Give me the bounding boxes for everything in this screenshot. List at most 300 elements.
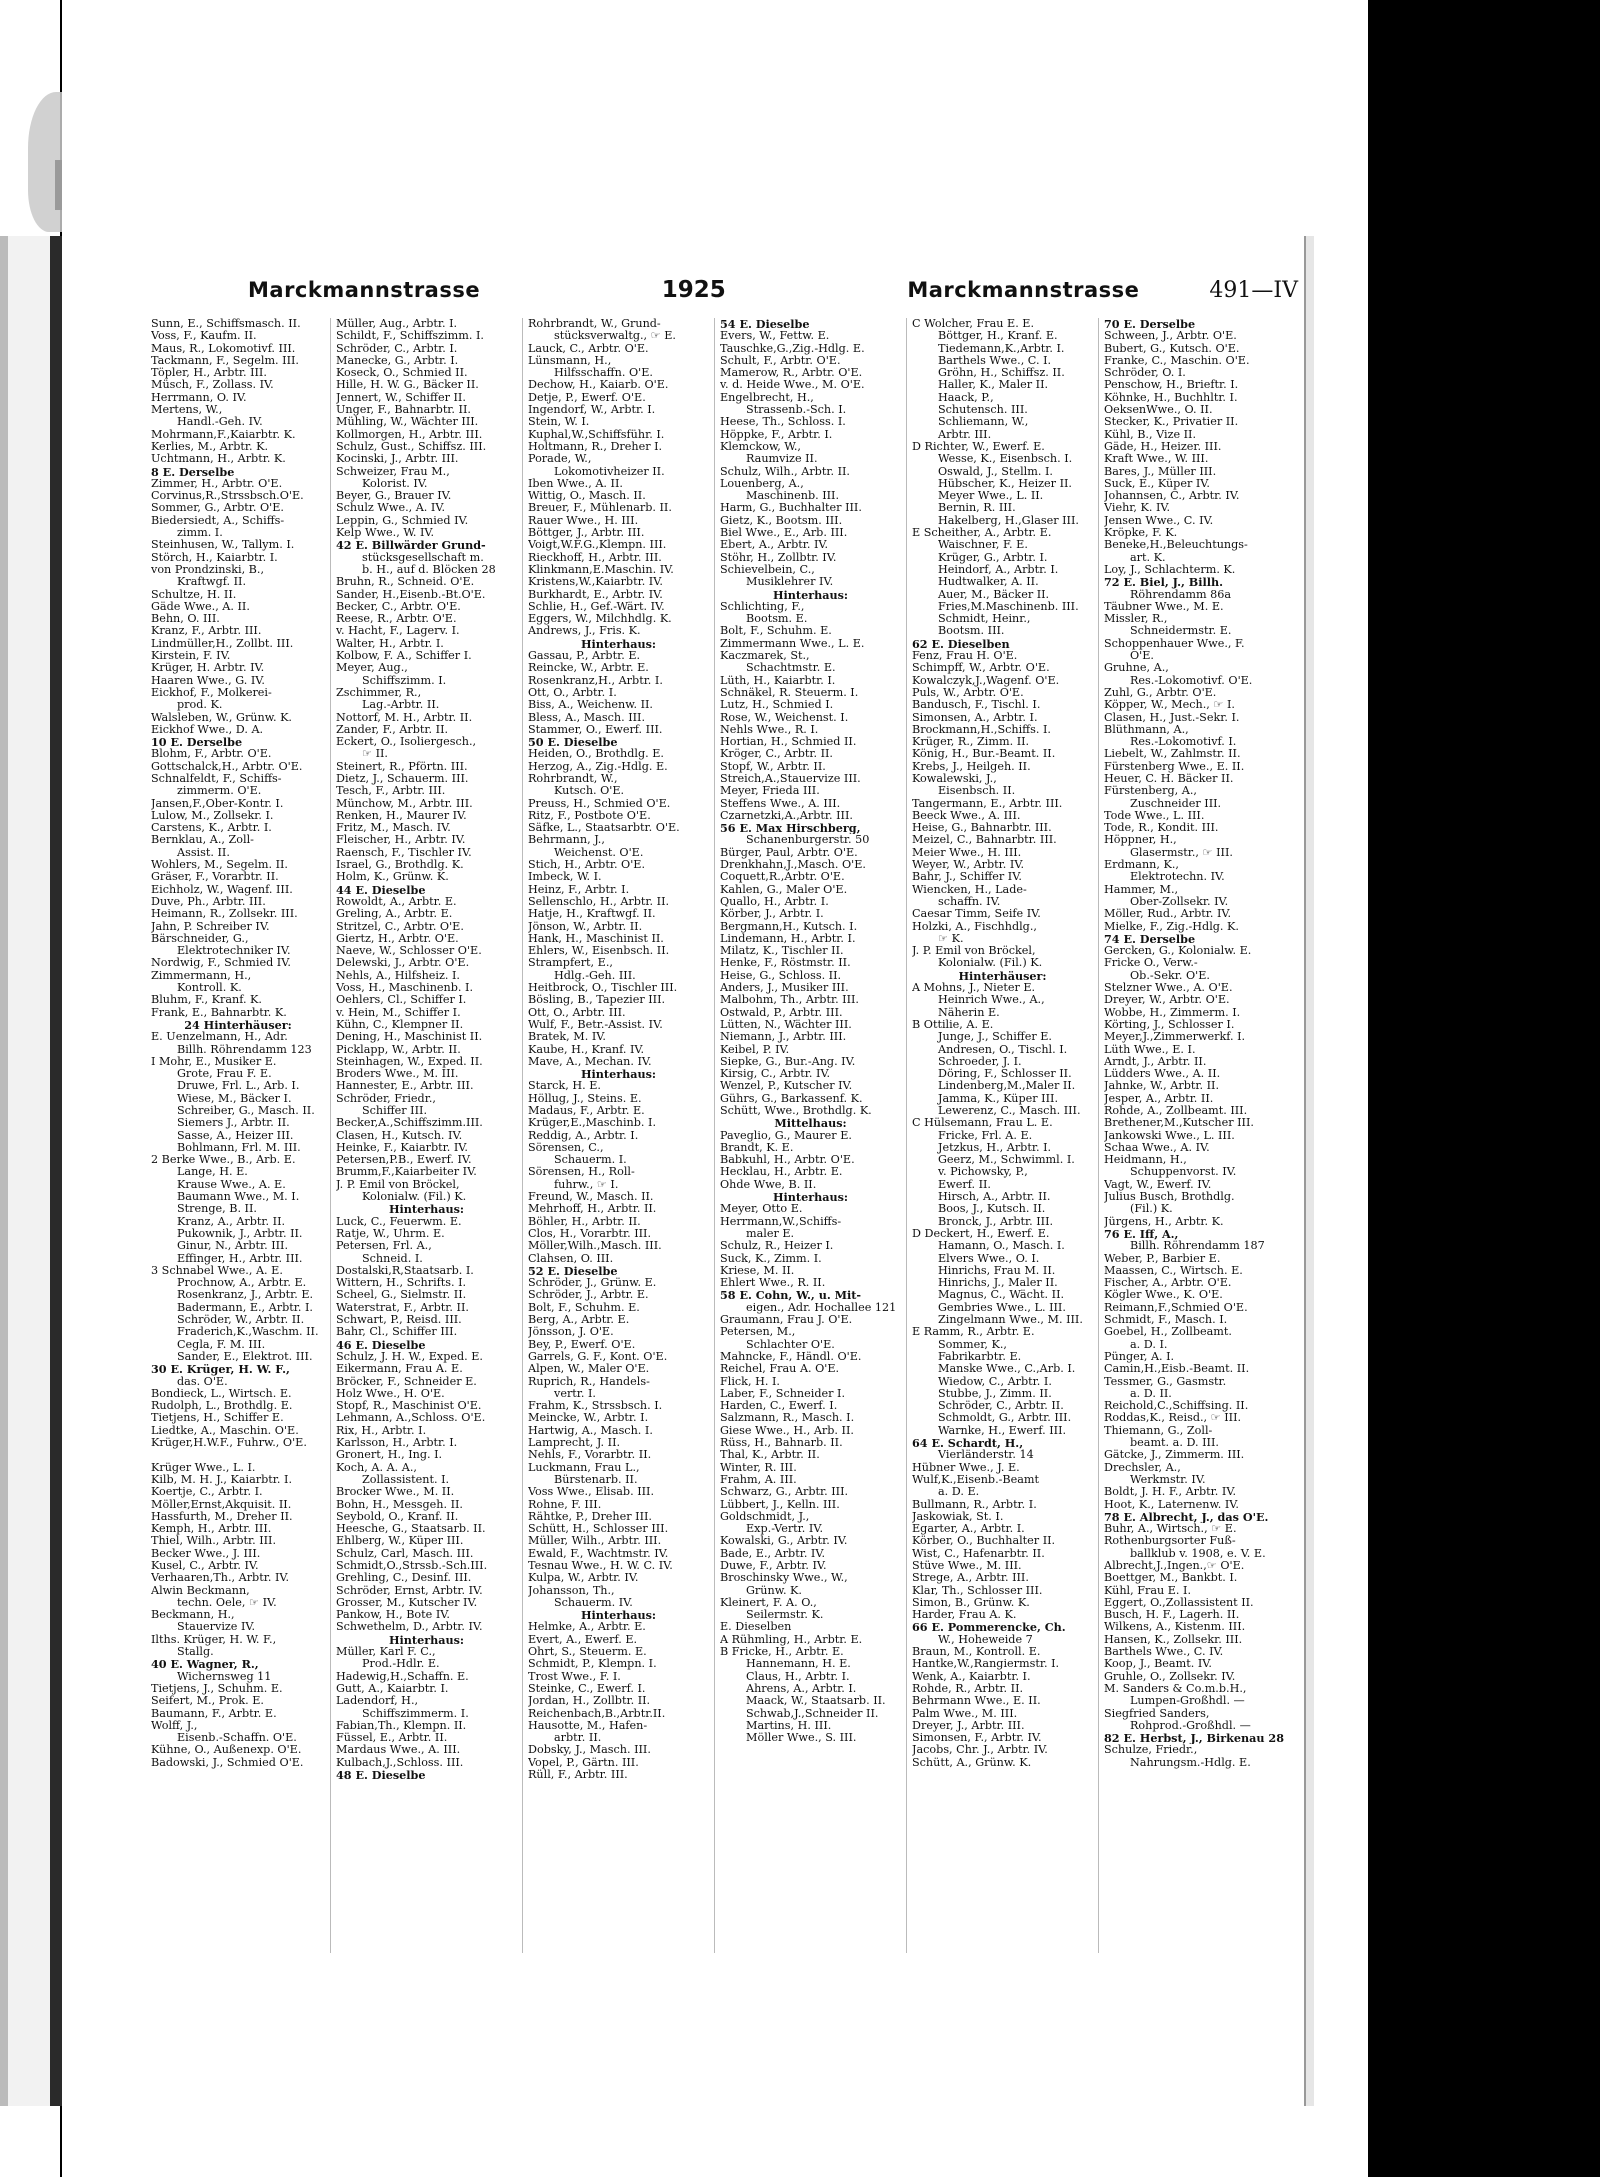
directory-entry: Kolorist. IV. (362, 477, 428, 490)
directory-entry: Evert, A., Ewerf. E. (528, 1633, 638, 1646)
directory-entry: Grote, Frau F. E. (177, 1068, 272, 1081)
directory-entry: Goebel, H., Zollbeamt. (1104, 1326, 1232, 1339)
directory-entry: Mohrmann,F.,Kaiarbtr. K. (151, 428, 296, 441)
directory-entry: Mardaus Wwe., A. III. (336, 1744, 461, 1757)
directory-entry: Dietz, J., Schauerm. III. (336, 772, 469, 785)
directory-entry: Schauerm. I. (554, 1154, 627, 1167)
directory-entry: Lindmüller,H., Zollbt. III. (151, 637, 294, 650)
directory-entry: Ehlberg, W., Küper III. (336, 1535, 464, 1548)
directory-entry: Gercken, G., Kolonialw. E. (1104, 945, 1252, 958)
directory-entry: Scheel, G., Sielmstr. II. (336, 1289, 467, 1302)
directory-entry: Tiedemann,K.,Arbtr. I. (938, 342, 1065, 355)
directory-entry: Ratje, W., Uhrm. E. (336, 1227, 445, 1240)
directory-entry: Hübner Wwe., J. E. (912, 1461, 1020, 1474)
directory-entry: Lange, H. E. (177, 1166, 248, 1179)
directory-entry: Niemann, J., Arbtr. III. (720, 1031, 847, 1044)
directory-entry: Bürger, Paul, Arbtr. O'E. (720, 846, 858, 859)
directory-entry: Kleinert, F. A. O., (720, 1596, 817, 1609)
directory-entry: Voss Wwe., Elisab. III. (528, 1486, 655, 1499)
directory-entry: Ober-Zollsekr. IV. (1130, 895, 1229, 908)
directory-entry: W., Hoheweide 7 (938, 1633, 1033, 1646)
directory-entry: Bröcker, F., Schneider E. (336, 1375, 477, 1388)
directory-entry: Baumann, F., Arbtr. E. (151, 1707, 277, 1720)
directory-entry: Zuschneider III. (1130, 797, 1222, 810)
directory-entry: Schultze, H. II. (151, 588, 237, 601)
directory-entry: Dobsky, J., Masch. III. (528, 1744, 651, 1757)
directory-entry: Stich, H., Arbtr. O'E. (528, 859, 646, 872)
directory-entry: Lumpen-Großhdl. — (1130, 1695, 1245, 1708)
directory-entry: Schanenburgerstr. 50 (746, 834, 870, 847)
directory-entry: Pukownik, J., Arbtr. II. (177, 1227, 303, 1240)
directory-entry: Henke, F., Röstmstr. II. (720, 957, 851, 970)
directory-entry: Buhr, A., Wirtsch., ☞ E. (1104, 1523, 1237, 1536)
directory-entry: Sellenschlo, H., Arbtr. II. (528, 895, 670, 908)
directory-entry: OeksenWwe., O. II. (1104, 404, 1213, 417)
directory-entry: Gührs, G., Barkassenf. K. (720, 1092, 863, 1105)
directory-entry: Iben Wwe., A. II. (528, 477, 623, 490)
directory-entry: Heimann, R., Zollsekr. III. (151, 908, 298, 921)
directory-entry: Ob.-Sekr. O'E. (1130, 969, 1210, 982)
directory-entry: Kröpke, F. K. (1104, 527, 1178, 540)
page-header (248, 276, 1298, 304)
directory-entry: Jansen,F.,Ober-Kontr. I. (151, 797, 284, 810)
directory-entry: Bernklau, A., Zoll- (151, 834, 254, 847)
directory-entry: Schütt, Wwe., Brothdlg. K. (720, 1105, 872, 1117)
directory-entry: Waischner, F. E. (938, 539, 1028, 552)
directory-entry: Bade, E., Arbtr. IV. (720, 1547, 826, 1560)
header-street-left: Marckmannstrasse (248, 278, 481, 302)
directory-entry: Missler, R., (1104, 613, 1168, 626)
directory-entry: Grosser, M., Kutscher IV. (336, 1596, 478, 1609)
directory-entry: Schnalfeldt, F., Schiffs- (151, 772, 282, 785)
directory-entry: Böttger, J., Arbtr. III. (528, 527, 645, 540)
directory-entry: Werkmstr. IV. (1130, 1473, 1206, 1486)
directory-entry: Weber, P., Barbier E. (1104, 1252, 1221, 1265)
directory-entry: Beckmann, H., (151, 1609, 235, 1622)
directory-entry: Strenge, B. II. (177, 1203, 257, 1216)
directory-entry: Bohlmann, Frl. M. III. (177, 1141, 301, 1154)
directory-entry: Clos, H., Vorarbtr. III. (528, 1227, 652, 1240)
directory-entry: Paveglio, G., Maurer E. (720, 1129, 852, 1142)
directory-entry: Schiffszimm. I. (362, 674, 447, 687)
directory-entry: Kutsch. O'E. (554, 785, 625, 798)
directory-entry: Schröder, J., Arbtr. E. (528, 1289, 649, 1302)
directory-entry: Köhnke, H., Buchhltr. I. (1104, 391, 1238, 404)
directory-entry: Blüthmann, A., (1104, 723, 1189, 736)
directory-entry: O'E. (1130, 650, 1154, 663)
directory-entry: Rowoldt, A., Arbtr. E. (336, 895, 457, 908)
directory-entry: 40 E. Wagner, R., (151, 1658, 259, 1671)
directory-entry: Ebert, A., Arbtr. IV. (720, 539, 829, 552)
directory-entry: Müller, Aug., Arbtr. I. (336, 318, 458, 330)
directory-column (1098, 318, 1300, 1953)
directory-entry: Manske Wwe., C.,Arb. I. (938, 1363, 1076, 1376)
directory-entry: Krebs, J., Heilgeh. II. (912, 760, 1031, 773)
directory-entry: Suck, E., Küper IV. (1104, 477, 1210, 490)
directory-entry: Höppner, H., (1104, 834, 1177, 847)
directory-entry: Körber, O., Buchhalter II. (912, 1535, 1056, 1548)
directory-entry: Dostalski,R,Staatsarb. I. (336, 1264, 474, 1277)
directory-entry: König, H., Bur.-Beamt. II. (912, 748, 1056, 761)
directory-entry: Brumm,F.,Kaiarbeiter IV. (336, 1166, 477, 1179)
directory-entry: Alwin Beckmann, (151, 1584, 250, 1597)
directory-entry: Strampfert, E., (528, 957, 613, 970)
directory-entry: Leppin, G., Schmied IV. (336, 514, 469, 527)
directory-entry: 72 E. Biel, J., Billh. (1104, 576, 1223, 589)
directory-entry: Gruhne, A., (1104, 662, 1169, 675)
directory-entry: prod. K. (177, 699, 223, 712)
directory-entry: Behn, O. III. (151, 613, 220, 626)
directory-entry: Schroeder, J. I. (938, 1055, 1022, 1068)
directory-entry: Siepke, G., Bur.-Ang. IV. (720, 1055, 856, 1068)
directory-entry: Sander, H.,Eisenb.-Bt.O'E. (336, 588, 486, 601)
directory-entry: Stein, W. I. (528, 416, 590, 429)
directory-entry: Fischer, A., Arbtr. O'E. (1104, 1277, 1232, 1290)
directory-entry: Loy, J., Schlachterm. K. (1104, 563, 1236, 576)
directory-entry: Garrels, G. F., Kont. O'E. (528, 1350, 668, 1363)
directory-entry: art. K. (1130, 551, 1166, 564)
directory-entry: Hinterhaus: (580, 1609, 657, 1622)
directory-entry: Heuer, C. H. Bäcker II. (1104, 772, 1234, 785)
directory-entry: Haaren Wwe., G. IV. (151, 674, 265, 687)
directory-entry: Ewald, F., Wachtmstr. IV. (528, 1547, 669, 1560)
directory-entry: Müsch, F., Zollass. IV. (151, 379, 274, 392)
directory-entry: Heise, G., Schloss. II. (720, 969, 842, 982)
directory-entry: Simonsen, A., Arbtr. I. (912, 711, 1038, 724)
directory-entry: Meyer, Frieda III. (720, 785, 820, 798)
directory-entry: Kowalewski, J., (912, 772, 997, 785)
directory-entry: Tietjens, J., Schuhm. E. (151, 1682, 283, 1695)
directory-entry: Hinterhäuser: (958, 969, 1047, 983)
directory-entry: Frahm, A. III. (720, 1473, 797, 1486)
directory-entry: Körber, J., Arbtr. I. (720, 908, 824, 921)
directory-entry: Fürstenberg, A., (1104, 785, 1197, 798)
directory-entry: Höppke, F., Arbtr. I. (720, 428, 833, 441)
directory-entry: Reichold,C.,Schiffsing. II. (1104, 1400, 1249, 1413)
directory-entry: Schröder, J., Grünw. E. (528, 1277, 657, 1290)
directory-entry: Luck, C., Feuerwm. E. (336, 1215, 462, 1228)
directory-entry: Erdmann, K., (1104, 859, 1179, 872)
directory-entry: Sunn, E., Schiffsmasch. II. (151, 318, 301, 330)
directory-entry: Oehlers, Cl., Schiffer I. (336, 994, 467, 1007)
directory-entry: Cegla, F. M. III. (177, 1338, 266, 1351)
directory-entry: ballklub v. 1908, e. V. E. (1130, 1547, 1266, 1560)
directory-entry: maler E. (746, 1227, 795, 1240)
directory-entry: B Fricke, H., Arbtr. E. (720, 1646, 844, 1659)
directory-entry: Quallo, H., Arbtr. I. (720, 895, 829, 908)
directory-entry: Burkhardt, E., Arbtr. IV. (528, 588, 663, 601)
directory-entry: Auer, M., Bäcker II. (938, 588, 1050, 601)
directory-entry: Rauer Wwe., H. III. (528, 514, 639, 527)
directory-entry: Wulf, F., Betr.-Assist. IV. (528, 1018, 663, 1031)
directory-entry: Hdlg.-Geh. III. (554, 969, 636, 982)
directory-entry: Nehls, A., Hilfsheiz. I. (336, 969, 460, 982)
directory-entry: Engelbrecht, H., (720, 391, 814, 404)
directory-entry: Sander, E., Elektrot. III. (177, 1350, 313, 1363)
directory-entry: Schmidt, Heinr., (938, 613, 1031, 626)
directory-entry: Alpen, W., Maler O'E. (528, 1363, 650, 1376)
directory-entry: Hammer, M., (1104, 883, 1179, 896)
directory-entry: 10 E. Derselbe (151, 736, 243, 749)
directory-entry: Kemph, H., Arbtr. III. (151, 1523, 272, 1536)
directory-entry: Becker, C., Arbtr. O'E. (336, 600, 461, 613)
directory-entry: Mamerow, R., Arbtr. O'E. (720, 367, 863, 380)
directory-entry: Bergmann,H., Kutsch. I. (720, 920, 858, 933)
directory-entry: Palm Wwe., M. III. (912, 1707, 1018, 1720)
directory-entry: Herrmann,W.,Schiffs- (720, 1215, 842, 1228)
directory-entry: Lulow, M., Zollsekr. I. (151, 809, 274, 822)
directory-entry: Jesper, A., Arbtr. II. (1104, 1092, 1214, 1105)
directory-entry: Meyer, Otto E. (720, 1203, 803, 1216)
directory-entry: v. Pichowsky, P., (938, 1166, 1028, 1179)
directory-entry: Picklapp, W., Arbtr. II. (336, 1043, 461, 1056)
directory-entry: Thal, K., Arbtr. II. (720, 1449, 820, 1462)
directory-entry: Vagt, W., Ewerf. IV. (1104, 1178, 1212, 1191)
directory-entry: Assist. II. (177, 846, 230, 859)
directory-entry: Jahnke, W., Arbtr. II. (1104, 1080, 1219, 1093)
directory-entry: Brockmann,H.,Schiffs. I. (912, 723, 1051, 736)
directory-entry: Bolt, F., Schuhm. E. (528, 1301, 640, 1314)
directory-entry: Walsleben, W., Grünw. K. (151, 711, 292, 724)
directory-entry: Biedersiedt, A., Schiffs- (151, 514, 285, 527)
directory-entry: Elektrotechniker IV. (177, 945, 291, 958)
directory-entry: Sommer, K., (938, 1338, 1007, 1351)
directory-entry: Egarter, A., Arbtr. I. (912, 1523, 1025, 1536)
directory-entry: Fraderich,K.,Waschm. II. (177, 1326, 319, 1339)
directory-entry: Rieckhoff, H., Arbtr. III. (528, 551, 662, 564)
directory-entry: Kolonialw. (Fil.) K. (938, 957, 1043, 970)
directory-entry: Madaus, F., Arbtr. E. (528, 1105, 645, 1117)
directory-entry: Maschinenb. III. (746, 490, 840, 503)
directory-entry: Jürgens, H., Arbtr. K. (1104, 1215, 1224, 1228)
directory-entry: Holz Wwe., H. O'E. (336, 1387, 445, 1400)
directory-entry: Simonsen, F., Arbtr. IV. (912, 1732, 1042, 1745)
directory-entry: Bares, J., Müller III. (1104, 465, 1217, 478)
directory-entry: Lauck, C., Arbtr. O'E. (528, 342, 649, 355)
directory-entry: Störch, H., Kaiarbtr. I. (151, 551, 278, 564)
directory-entry: Manecke, G., Arbtr. I. (336, 354, 459, 367)
directory-entry: Lindenberg,M.,Maler II. (938, 1080, 1076, 1093)
directory-entry: Strassenb.-Sch. I. (746, 404, 847, 417)
directory-entry: 30 E. Krüger, H. W. F., (151, 1363, 290, 1376)
directory-entry: B Ottilie, A. E. (912, 1018, 994, 1031)
directory-entry: Seilermstr. K. (746, 1609, 824, 1622)
directory-entry: Koop, J., Beamt. IV. (1104, 1658, 1212, 1671)
directory-entry: Holtmann, R., Dreher I. (528, 440, 663, 453)
directory-entry: Kröger, C., Arbtr. II. (720, 748, 833, 761)
directory-entry: Kögler Wwe., K. O'E. (1104, 1289, 1223, 1302)
directory-entry: Schulze, Friedr., (1104, 1744, 1198, 1757)
directory-entry: Luckmann, Frau L., (528, 1461, 640, 1474)
directory-entry: Wichernsweg 11 (177, 1670, 272, 1683)
directory-entry: Schulz, Wilh., Arbtr. II. (720, 465, 850, 478)
directory-entry: Bürstenarb. II. (554, 1473, 638, 1486)
header-page-number: 491—IV (1209, 277, 1298, 303)
directory-entry: Ladendorf, H., (336, 1695, 419, 1708)
directory-entry: Zingelmann Wwe., M. III. (938, 1314, 1083, 1327)
directory-entry: Stopf, W., Arbtr. II. (720, 760, 826, 773)
directory-entry: M. Sanders & Co.m.b.H., (1104, 1682, 1247, 1695)
directory-entry: Bullmann, R., Arbtr. I. (912, 1498, 1037, 1511)
directory-entry: Sasse, A., Heizer III. (177, 1129, 294, 1142)
directory-entry: Schneid. I. (362, 1252, 423, 1265)
directory-entry: Schiffer III. (362, 1105, 428, 1117)
directory-entry: Stelzner Wwe., A. O'E. (1104, 982, 1233, 995)
directory-entry: Hinrichs, Frau M. II. (938, 1264, 1056, 1277)
directory-entry: Meizel, C., Bahnarbtr. III. (912, 834, 1057, 847)
directory-entry: Fleischer, H., Arbtr. IV. (336, 834, 466, 847)
directory-entry: Jamma, K., Küper III. (938, 1092, 1058, 1105)
directory-entry: J. P. Emil von Bröckel, (336, 1178, 460, 1191)
directory-entry: Schimpff, W., Arbtr. O'E. (912, 662, 1050, 675)
directory-entry: Wist, C., Hafenarbtr. II. (912, 1547, 1045, 1560)
directory-entry: Füssel, E., Arbtr. II. (336, 1732, 448, 1745)
directory-entry: Lüth, H., Kaiarbtr. I. (720, 674, 836, 687)
directory-entry: Holm, K., Grünw. K. (336, 871, 449, 884)
directory-entry: ☞ II. (362, 748, 388, 761)
directory-entry: schaffn. IV. (938, 895, 1001, 908)
directory-entry: Ritz, F., Postbote O'E. (528, 809, 651, 822)
directory-entry: Voigt,W.F.G.,Klempn. III. (528, 539, 667, 552)
directory-entry: Kirstein, F. IV. (151, 650, 231, 663)
directory-entry: 82 E. Herbst, J., Birkenau 28 (1104, 1732, 1284, 1745)
directory-entry: Malbohm, Th., Arbtr. III. (720, 994, 859, 1007)
directory-entry: Haack, P., (938, 391, 994, 404)
directory-entry: Freund, W., Masch. II. (528, 1191, 654, 1204)
directory-entry: I Mohr, E., Musiker E. (151, 1055, 277, 1068)
directory-entry: Kollmorgen, H., Arbtr. III. (336, 428, 483, 441)
directory-entry: Dechow, H., Kaiarb. O'E. (528, 379, 669, 392)
directory-entry: Harm, G., Buchhalter III. (720, 502, 862, 515)
directory-entry: Pünger, A. I. (1104, 1350, 1175, 1363)
directory-entry: Jensen Wwe., C. IV. (1104, 514, 1214, 527)
directory-entry: Hartwig, A., Masch. I. (528, 1424, 653, 1437)
directory-entry: Heinz, F., Arbtr. I. (528, 883, 630, 896)
directory-entry: Hassfurth, M., Dreher II. (151, 1510, 293, 1523)
directory-entry: Frank, E., Bahnarbtr. K. (151, 1006, 287, 1019)
directory-entry: b. H., auf d. Blöcken 28 (362, 563, 496, 576)
directory-entry: Stallg. (177, 1646, 214, 1659)
directory-entry: Druwe, Frl. L., Arb. I. (177, 1080, 300, 1093)
directory-entry: Eggert, O.,Zollassistent II. (1104, 1596, 1254, 1609)
directory-entry: 78 E. Albrecht, J., das O'E. (1104, 1510, 1269, 1524)
directory-entry: Brocker Wwe., M. II. (336, 1486, 455, 1499)
directory-entry: Petersen, Frl. A., (336, 1240, 432, 1253)
directory-entry: Schweizer, Frau M., (336, 465, 450, 478)
directory-entry: Krüger, G., Arbtr. I. (938, 551, 1048, 564)
book-cover-edge (0, 236, 64, 2106)
directory-entry: Jetzkus, H., Arbtr. I. (938, 1141, 1052, 1154)
directory-columns (146, 318, 1300, 1953)
directory-entry: Kraftwgf. II. (177, 576, 246, 589)
directory-entry: Karlsson, H., Arbtr. I. (336, 1437, 458, 1450)
directory-entry: Reddig, A., Arbtr. I. (528, 1129, 639, 1142)
directory-entry: Wilkens, A., Kistenm. III. (1104, 1621, 1246, 1634)
directory-entry: Hinterhaus: (388, 1633, 465, 1647)
directory-entry: Schneidermstr. E. (1130, 625, 1232, 638)
directory-entry: Lübbert, J., Kelln. III. (720, 1498, 840, 1511)
directory-entry: Milatz, K., Tischler II. (720, 945, 844, 958)
directory-entry: Hinterhaus: (580, 1068, 657, 1081)
directory-entry: Billh. Röhrendamm 123 (177, 1043, 312, 1056)
directory-entry: Zimmermann, H., (151, 969, 252, 982)
directory-entry: Mühling, W., Wächter III. (336, 416, 479, 429)
directory-entry: Rohrbrandt, W., Grund- (528, 318, 661, 330)
directory-entry: Jankowski Wwe., L. III. (1104, 1129, 1235, 1142)
directory-entry: Lewerenz, C., Masch. III. (938, 1105, 1081, 1117)
directory-entry: Wiedow, C., Arbtr. I. (938, 1375, 1052, 1388)
directory-entry: Magnus, C., Wächt. II. (938, 1289, 1065, 1302)
directory-entry: Tackmann, F., Segelm. III. (151, 354, 299, 367)
directory-entry: Beyer, G., Brauer IV. (336, 490, 452, 503)
directory-entry: Schmidt, P., Klempn. I. (528, 1658, 657, 1671)
directory-entry: Steinert, R., Pförtn. III. (336, 760, 468, 773)
directory-entry: Reichenbach,B.,Arbtr.II. (528, 1707, 666, 1720)
directory-entry: Wittern, H., Schrifts. I. (336, 1277, 467, 1290)
directory-entry: Goldschmidt, J., (720, 1510, 810, 1523)
directory-entry: Puls, W., Arbtr. O'E. (912, 686, 1024, 699)
directory-entry: Babkuhl, H., Arbtr. O'E. (720, 1154, 855, 1167)
directory-entry: Julius Busch, Brothdlg. (1104, 1191, 1235, 1204)
directory-entry: Siemers J., Arbtr. II. (177, 1117, 290, 1130)
directory-entry: a. D. I. (1130, 1338, 1168, 1351)
directory-entry: Giertz, H., Arbtr. O'E. (336, 932, 459, 945)
directory-entry: Jaskowiak, St. I. (912, 1510, 1004, 1523)
directory-entry: Schröder, W., Arbtr. II. (177, 1314, 305, 1327)
directory-entry: Näherin E. (938, 1006, 1000, 1019)
directory-entry: Reese, R., Arbtr. O'E. (336, 613, 457, 626)
directory-entry: Schmidt,O.,Strssb.-Sch.III. (336, 1559, 488, 1572)
directory-entry: Becker Wwe., J. III. (151, 1547, 261, 1560)
directory-entry: Meyer Wwe., L. II. (938, 490, 1044, 503)
directory-entry: Kulpa, W., Arbtr. IV. (528, 1572, 639, 1585)
directory-entry: Böhler, H., Arbtr. II. (528, 1215, 641, 1228)
directory-entry: Thiemann, G., Zoll- (1104, 1424, 1213, 1437)
directory-entry: Bösling, B., Tapezier III. (528, 994, 666, 1007)
directory-entry: Duve, Ph., Arbtr. III. (151, 895, 266, 908)
directory-entry: Kühl, Frau E. I. (1104, 1584, 1192, 1597)
directory-entry: Heinke, F., Kaiarbtr. IV. (336, 1141, 468, 1154)
directory-entry: Eisenbsch. II. (938, 785, 1016, 798)
directory-entry: 62 E. Dieselben (912, 637, 1010, 651)
directory-entry: Koertje, C., Arbtr. I. (151, 1486, 263, 1499)
directory-entry: Schwarz, G., Arbtr. III. (720, 1486, 849, 1499)
directory-entry: Herzog, A., Zig.-Hdlg. E. (528, 760, 668, 773)
directory-entry: Ohrt, S., Steuerm. E. (528, 1646, 647, 1659)
directory-entry: Baumann Wwe., M. I. (177, 1191, 300, 1204)
directory-entry: Gätcke, J., Zimmerm. III. (1104, 1449, 1245, 1462)
directory-entry: Ehlert Wwe., R. II. (720, 1277, 826, 1290)
directory-entry: Lüdders Wwe., A. II. (1104, 1068, 1221, 1081)
directory-entry: Stecker, K., Privatier II. (1104, 416, 1239, 429)
directory-entry: Arndt, J., Arbtr. II. (1104, 1055, 1207, 1068)
directory-entry: das. O'E. (177, 1375, 228, 1388)
directory-entry: Röhrendamm 86a (1130, 588, 1232, 601)
directory-entry: Dening, H., Maschinist II. (336, 1031, 483, 1044)
directory-entry: Hirsch, A., Arbtr. II. (938, 1191, 1051, 1204)
header-year: 1925 (661, 277, 726, 303)
directory-entry: Res.-Lokomotivf. I. (1130, 736, 1237, 749)
directory-entry: Zimmer, H., Arbtr. O'E. (151, 477, 283, 490)
directory-entry: Krüger,E.,Maschinb. I. (528, 1117, 657, 1130)
directory-entry: Imbeck, W. I. (528, 871, 602, 884)
directory-entry: Bronck, J., Arbtr. III. (938, 1215, 1054, 1228)
directory-entry: Duwe, F., Arbtr. IV. (720, 1559, 827, 1572)
directory-entry: Lutz, H., Schmied I. (720, 699, 834, 712)
directory-entry: Camin,H.,Eisb.-Beamt. II. (1104, 1363, 1250, 1376)
directory-entry: Rüss, H., Bahnarb. II. (720, 1437, 843, 1450)
directory-entry: Gassau, P., Arbtr. E. (528, 650, 641, 663)
